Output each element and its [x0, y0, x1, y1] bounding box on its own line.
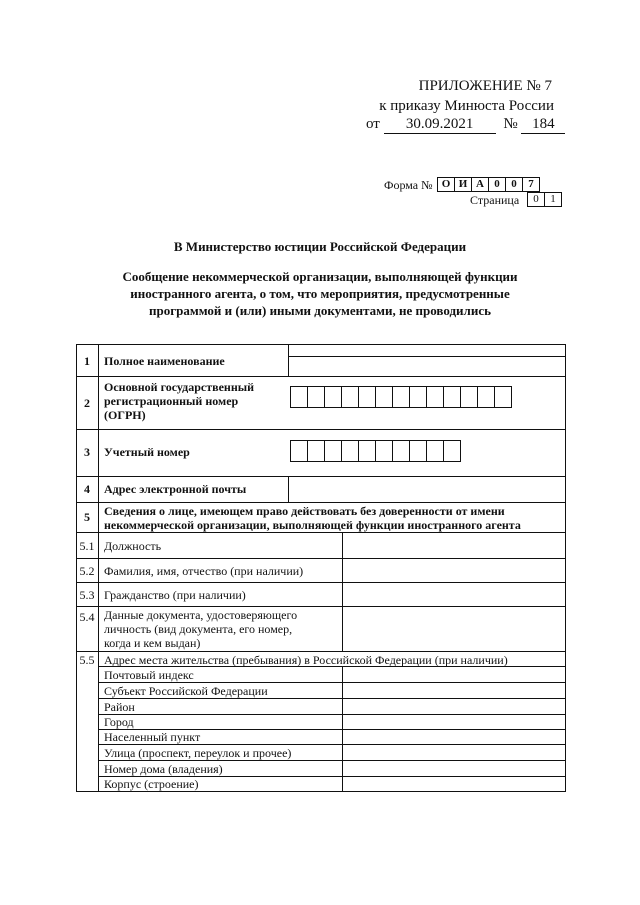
- citizenship-field[interactable]: [343, 583, 565, 605]
- city-label: Город: [104, 715, 134, 729]
- appendix-title: ПРИЛОЖЕНИЕ № 7: [418, 78, 552, 94]
- row-number: 5.3: [79, 588, 95, 602]
- order-date-line: [366, 116, 565, 134]
- ogrn-digit-box[interactable]: [359, 387, 376, 408]
- ogrn-digit-box[interactable]: [444, 387, 461, 408]
- account-digit-box[interactable]: [410, 441, 427, 462]
- ogrn-digit-box[interactable]: [342, 387, 359, 408]
- street-label: Улица (проспект, переулок и прочее): [104, 746, 292, 760]
- identity-document-label: [104, 608, 297, 650]
- ogrn-digit-box[interactable]: [461, 387, 478, 408]
- row-number: 5.4: [79, 610, 95, 624]
- form-code-char: И: [455, 178, 472, 192]
- region-label: Субъект Российской Федерации: [104, 684, 268, 698]
- authorized-person-heading: [104, 504, 521, 532]
- form-code-boxes: [437, 177, 540, 192]
- settlement-label: Населенный пункт: [104, 730, 201, 744]
- full-name-person-field[interactable]: [343, 559, 565, 581]
- heading-line: некоммерческой организации, выполняющей функции иностранного агента: [104, 518, 521, 532]
- order-date: 30.09.2021: [384, 116, 496, 134]
- row-number: 5.1: [79, 539, 95, 553]
- identity-document-field[interactable]: [343, 607, 565, 650]
- building-label: Корпус (строение): [104, 777, 199, 791]
- account-digit-box[interactable]: [342, 441, 359, 462]
- order-number: 184: [521, 116, 565, 134]
- account-digit-box[interactable]: [393, 441, 410, 462]
- row-number: 4: [84, 482, 90, 496]
- label-line: Данные документа, удостоверяющего: [104, 608, 298, 622]
- ogrn-digit-box[interactable]: [478, 387, 495, 408]
- label-line: когда и кем выдан): [104, 636, 201, 650]
- position-label: Должность: [104, 539, 162, 553]
- form-code-char: О: [438, 178, 455, 192]
- ogrn-digit-box[interactable]: [308, 387, 325, 408]
- order-reference: к приказу Минюста России: [379, 98, 554, 114]
- ogrn-label-line: регистрационный номер: [104, 394, 239, 408]
- account-number-label: Учетный номер: [104, 445, 190, 459]
- full-name-label: Полное наименование: [104, 354, 225, 368]
- ogrn-digit-box[interactable]: [325, 387, 342, 408]
- main-form-table: [76, 344, 566, 791]
- residence-address-label: Адрес места жительства (пребывания) в Российской Федерации (при наличии): [104, 653, 508, 667]
- account-digit-box[interactable]: [444, 441, 461, 462]
- row-number: 1: [84, 354, 90, 368]
- account-digit-box[interactable]: [359, 441, 376, 462]
- form-code-char: 7: [523, 178, 540, 192]
- row-number: 3: [84, 445, 90, 459]
- ogrn-digit-box[interactable]: [495, 387, 512, 408]
- position-field[interactable]: [343, 533, 565, 557]
- date-prefix: от: [366, 116, 380, 132]
- house-number-label: Номер дома (владения): [104, 762, 223, 776]
- full-name-person-label: Фамилия, имя, отчество (при наличии): [104, 564, 304, 578]
- document-title: [60, 268, 580, 319]
- ogrn-digit-box[interactable]: [291, 387, 308, 408]
- row-number: 5.5: [79, 653, 95, 667]
- citizenship-label: Гражданство (при наличии): [104, 588, 246, 602]
- page-digit: 0: [528, 193, 545, 207]
- ogrn-label: [104, 380, 254, 422]
- addressee: В Министерство юстиции Российской Федерации: [173, 239, 467, 254]
- ogrn-digit-box[interactable]: [376, 387, 393, 408]
- ogrn-digit-box[interactable]: [393, 387, 410, 408]
- ogrn-label-line: Основной государственный: [104, 380, 255, 394]
- ogrn-digit-boxes[interactable]: [290, 386, 512, 408]
- form-code-char: А: [472, 178, 489, 192]
- number-prefix: №: [503, 116, 518, 132]
- page-digit: 1: [545, 193, 562, 207]
- title-line: Сообщение некоммерческой организации, выполняющей функции: [122, 269, 518, 284]
- account-digit-box[interactable]: [427, 441, 444, 462]
- form-code-char: 0: [506, 178, 523, 192]
- page-number-boxes: [527, 192, 562, 207]
- ogrn-digit-box[interactable]: [427, 387, 444, 408]
- row-number: 5: [84, 510, 90, 524]
- email-label: Адрес электронной почты: [104, 482, 247, 496]
- account-number-boxes[interactable]: [290, 440, 461, 462]
- form-code-label: Форма №: [384, 178, 433, 192]
- heading-line: Сведения о лице, имеющем право действовать без доверенности от имени: [104, 504, 505, 518]
- title-line: программой и (или) иными документами, не проводились: [149, 303, 491, 318]
- row-number: 5.2: [79, 564, 95, 578]
- page-label: Страница: [470, 193, 520, 207]
- email-field[interactable]: [289, 477, 565, 501]
- ogrn-digit-box[interactable]: [410, 387, 427, 408]
- district-label: Район: [104, 700, 135, 714]
- label-line: личность (вид документа, его номер,: [104, 622, 293, 636]
- account-digit-box[interactable]: [325, 441, 342, 462]
- ogrn-label-line: (ОГРН): [104, 408, 146, 422]
- account-digit-box[interactable]: [376, 441, 393, 462]
- account-digit-box[interactable]: [291, 441, 308, 462]
- account-digit-box[interactable]: [308, 441, 325, 462]
- row-number: 2: [84, 396, 90, 410]
- title-line: иностранного агента, о том, что мероприятия, предусмотренные: [130, 286, 510, 301]
- postal-code-label: Почтовый индекс: [104, 668, 194, 682]
- form-code-char: 0: [489, 178, 506, 192]
